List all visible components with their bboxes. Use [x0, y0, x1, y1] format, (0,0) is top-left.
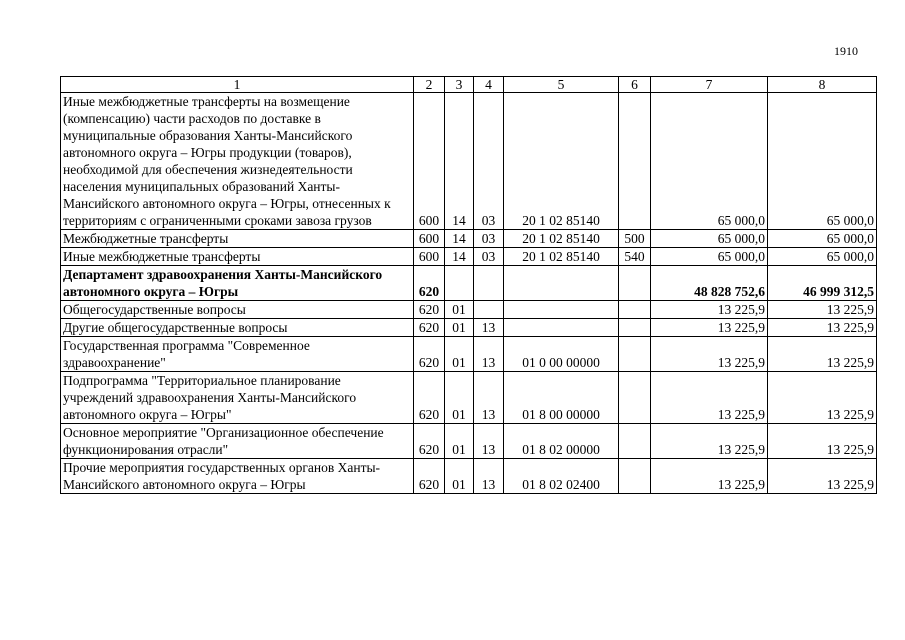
- table-row: [61, 230, 877, 248]
- row-target-article: 01 0 00 00000: [504, 337, 619, 372]
- row-target-article: 01 8 02 00000: [504, 424, 619, 459]
- table-row: [61, 372, 877, 424]
- header-cell: 4: [474, 77, 504, 93]
- header-cell: 8: [768, 77, 877, 93]
- row-ved-code: 620: [414, 301, 445, 319]
- row-amount-year1: 13 225,9: [651, 319, 768, 337]
- row-name: Подпрограмма "Территориальное планирование учреждений здравоохранения Ханты-Мансийского автономного округа – Югры": [61, 372, 414, 424]
- row-amount-year1: 13 225,9: [651, 424, 768, 459]
- header-row: [61, 77, 877, 93]
- row-ved-code: 620: [414, 337, 445, 372]
- row-amount-year2: 13 225,9: [768, 424, 877, 459]
- row-amount-year2: 13 225,9: [768, 372, 877, 424]
- row-name: Иные межбюджетные трансферты: [61, 248, 414, 266]
- row-section-code: [445, 266, 474, 301]
- row-expense-type: [619, 459, 651, 494]
- row-ved-code: 620: [414, 319, 445, 337]
- row-amount-year2: 13 225,9: [768, 319, 877, 337]
- row-amount-year2: 65 000,0: [768, 93, 877, 230]
- row-name: Межбюджетные трансферты: [61, 230, 414, 248]
- header-cell: 2: [414, 77, 445, 93]
- row-subsection-code: 13: [474, 372, 504, 424]
- row-amount-year1: 65 000,0: [651, 230, 768, 248]
- row-ved-code: 600: [414, 230, 445, 248]
- row-ved-code: 620: [414, 372, 445, 424]
- table-row: [61, 319, 877, 337]
- row-name: Государственная программа "Современное здравоохранение": [61, 337, 414, 372]
- row-expense-type: 540: [619, 248, 651, 266]
- header-cell: 3: [445, 77, 474, 93]
- row-subsection-code: 13: [474, 424, 504, 459]
- row-section-code: 14: [445, 248, 474, 266]
- row-expense-type: [619, 93, 651, 230]
- row-amount-year1: 48 828 752,6: [651, 266, 768, 301]
- row-amount-year2: 13 225,9: [768, 301, 877, 319]
- row-name: Основное мероприятие "Организационное обеспечение функционирования отрасли": [61, 424, 414, 459]
- row-section-code: 14: [445, 230, 474, 248]
- table-row: [61, 337, 877, 372]
- row-subsection-code: 13: [474, 337, 504, 372]
- row-amount-year2: 65 000,0: [768, 248, 877, 266]
- row-subsection-code: 03: [474, 248, 504, 266]
- row-expense-type: [619, 301, 651, 319]
- row-expense-type: [619, 266, 651, 301]
- table-row: [61, 424, 877, 459]
- row-section-code: 14: [445, 93, 474, 230]
- row-amount-year1: 65 000,0: [651, 248, 768, 266]
- row-target-article: 20 1 02 85140: [504, 230, 619, 248]
- header-cell: 7: [651, 77, 768, 93]
- row-name: Общегосударственные вопросы: [61, 301, 414, 319]
- row-section-code: 01: [445, 372, 474, 424]
- header-cell: 1: [61, 77, 414, 93]
- row-name: Иные межбюджетные трансферты на возмещение (компенсацию) части расходов по доставке в муниципальные образования Ханты-Мансийского автономного округа – Югры продукции (товаров), необходимой для обеспечения жизнедеятельности населения муниципальных образований Ханты-Мансийского автономного округа – Югры, отнесенных к территориям с ограниченными сроками завоза грузов: [61, 93, 414, 230]
- row-amount-year2: 46 999 312,5: [768, 266, 877, 301]
- row-amount-year2: 13 225,9: [768, 459, 877, 494]
- row-section-code: 01: [445, 459, 474, 494]
- row-subsection-code: [474, 266, 504, 301]
- table-row: [61, 93, 877, 230]
- row-target-article: 20 1 02 85140: [504, 248, 619, 266]
- row-amount-year1: 13 225,9: [651, 372, 768, 424]
- row-target-article: 01 8 02 02400: [504, 459, 619, 494]
- row-amount-year1: 13 225,9: [651, 337, 768, 372]
- row-target-article: 20 1 02 85140: [504, 93, 619, 230]
- row-amount-year1: 65 000,0: [651, 93, 768, 230]
- row-target-article: [504, 319, 619, 337]
- row-expense-type: [619, 424, 651, 459]
- row-expense-type: [619, 372, 651, 424]
- row-target-article: 01 8 00 00000: [504, 372, 619, 424]
- row-amount-year2: 65 000,0: [768, 230, 877, 248]
- row-target-article: [504, 301, 619, 319]
- row-subsection-code: 03: [474, 93, 504, 230]
- page-number: 1910: [834, 44, 858, 58]
- row-amount-year1: 13 225,9: [651, 459, 768, 494]
- row-target-article: [504, 266, 619, 301]
- table-row: [61, 266, 877, 301]
- row-name: Другие общегосударственные вопросы: [61, 319, 414, 337]
- budget-table: [60, 76, 877, 494]
- row-section-code: 01: [445, 319, 474, 337]
- row-expense-type: [619, 319, 651, 337]
- row-expense-type: 500: [619, 230, 651, 248]
- row-expense-type: [619, 337, 651, 372]
- row-amount-year1: 13 225,9: [651, 301, 768, 319]
- row-name: Прочие мероприятия государственных органов Ханты-Мансийского автономного округа – Югры: [61, 459, 414, 494]
- row-subsection-code: [474, 301, 504, 319]
- row-ved-code: 620: [414, 424, 445, 459]
- row-name: Департамент здравоохранения Ханты-Мансийского автономного округа – Югры: [61, 266, 414, 301]
- row-subsection-code: 03: [474, 230, 504, 248]
- table-row: [61, 301, 877, 319]
- row-ved-code: 620: [414, 266, 445, 301]
- row-subsection-code: 13: [474, 319, 504, 337]
- row-ved-code: 600: [414, 93, 445, 230]
- row-amount-year2: 13 225,9: [768, 337, 877, 372]
- header-cell: 6: [619, 77, 651, 93]
- header-cell: 5: [504, 77, 619, 93]
- row-ved-code: 620: [414, 459, 445, 494]
- row-ved-code: 600: [414, 248, 445, 266]
- table-row: [61, 459, 877, 494]
- row-subsection-code: 13: [474, 459, 504, 494]
- row-section-code: 01: [445, 424, 474, 459]
- row-section-code: 01: [445, 301, 474, 319]
- table-row: [61, 248, 877, 266]
- row-section-code: 01: [445, 337, 474, 372]
